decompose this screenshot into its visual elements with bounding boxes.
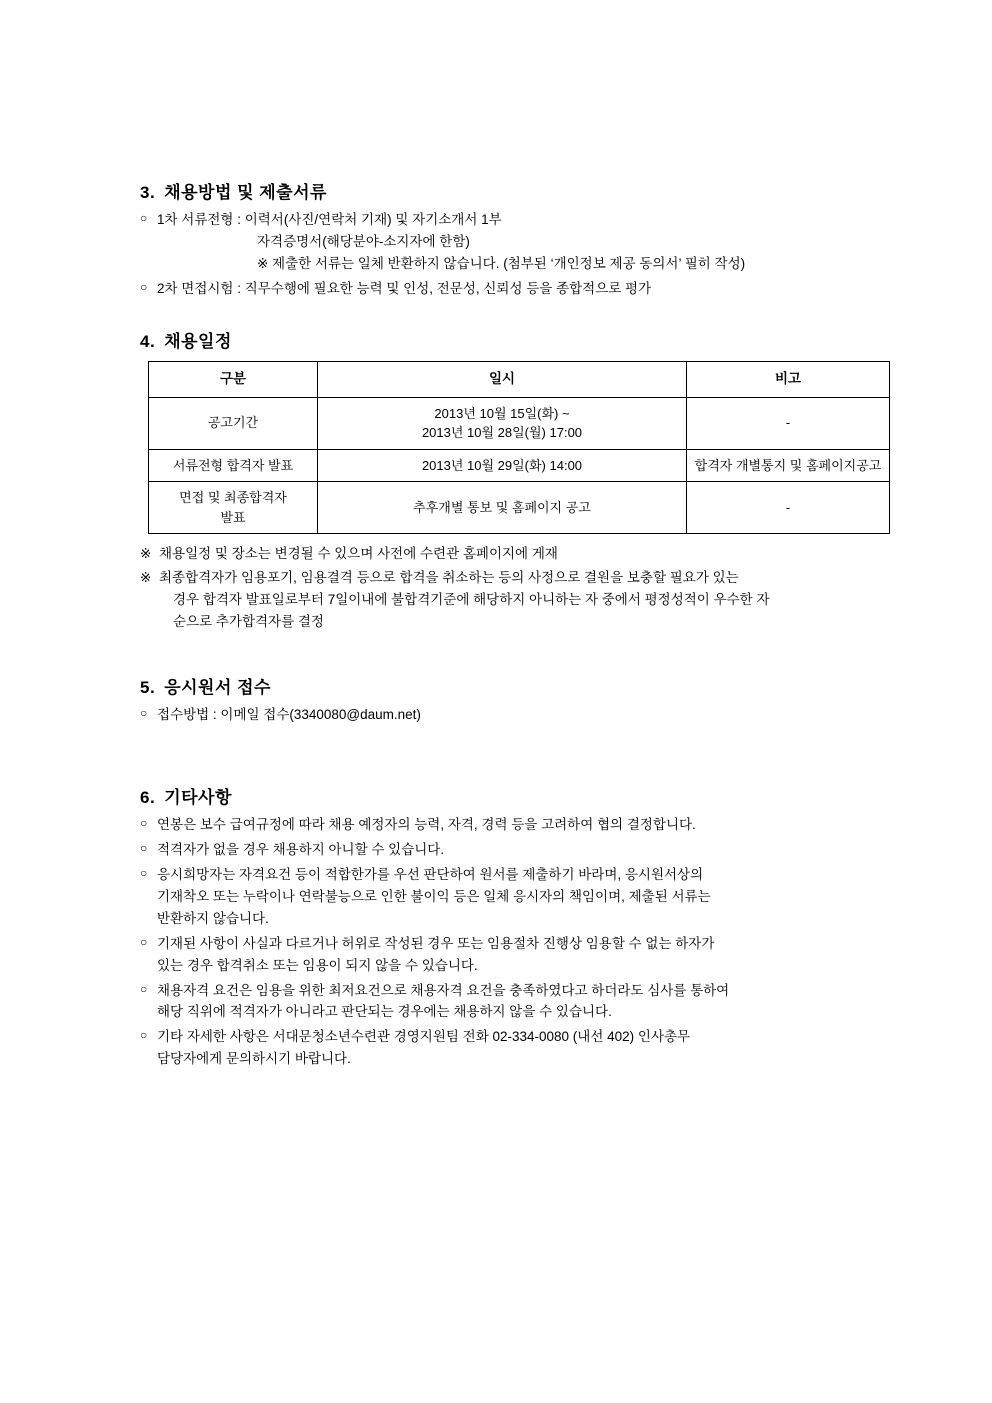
table-cell-remark: 합격자 개별통지 및 홈페이지공고 bbox=[687, 449, 890, 482]
note-body bbox=[159, 567, 870, 633]
section-application-receipt bbox=[140, 673, 870, 726]
bullet-marker: ○ bbox=[140, 1028, 148, 1043]
document-content bbox=[140, 178, 882, 1088]
text-line: 발표 bbox=[220, 509, 246, 525]
bullet-marker: ○ bbox=[140, 816, 148, 831]
bullet-marker: ○ bbox=[140, 934, 148, 949]
section-number: 4. bbox=[140, 332, 156, 352]
list-item-body bbox=[157, 704, 870, 726]
bullet-marker: ○ bbox=[140, 279, 148, 294]
table-cell-date bbox=[318, 397, 687, 449]
list-item bbox=[140, 864, 870, 930]
section-title: 채용방법 및 제출서류 bbox=[164, 183, 327, 202]
note-marker: ※ bbox=[140, 570, 152, 586]
table-cell-gubun: 서류전형 합격자 발표 bbox=[149, 449, 318, 482]
section-title: 기타사항 bbox=[164, 788, 232, 808]
section-number: 6. bbox=[140, 788, 156, 808]
list-item bbox=[140, 839, 870, 861]
list-item-body bbox=[157, 278, 870, 300]
text-line: 채용일정 및 장소는 변경될 수 있으며 사전에 수련관 홈페이지에 게재 bbox=[159, 546, 558, 562]
text-line: 채용자격 요건은 임용을 위한 최저요건으로 채용자격 요건을 충족하였다고 하더라도 심사를 통하여 bbox=[157, 982, 730, 998]
text-line: 기재된 사항이 사실과 다르거나 허위로 작성된 경우 또는 임용절차 진행상 임용할 수 없는 하자가 bbox=[157, 935, 715, 951]
table-header-row bbox=[149, 362, 890, 397]
list-item bbox=[140, 814, 870, 836]
list-item bbox=[140, 980, 870, 1024]
section-heading bbox=[140, 673, 870, 698]
note-body bbox=[159, 543, 870, 565]
text-line: 2차 면접시험 : 직무수행에 필요한 능력 및 인성, 전문성, 신뢰성 등을 종합적으로 평가 bbox=[157, 280, 652, 296]
note-marker: ※ bbox=[140, 546, 152, 562]
list-item-body bbox=[157, 1026, 870, 1070]
list-item-body bbox=[157, 864, 870, 930]
section-recruit-method bbox=[140, 178, 870, 299]
table-row bbox=[149, 397, 890, 449]
table-cell-remark: - bbox=[687, 397, 890, 449]
section-number: 5. bbox=[140, 677, 156, 697]
table-row bbox=[149, 482, 890, 534]
table-header-cell: 구분 bbox=[149, 362, 318, 397]
bullet-marker: ○ bbox=[140, 841, 148, 856]
text-line: 기재착오 또는 누락이나 연락불능으로 인한 불이익 등은 일체 응시자의 책임이며, 제출된 서류는 bbox=[157, 889, 711, 905]
table-header-cell: 일시 bbox=[318, 362, 687, 397]
list-item bbox=[140, 278, 870, 300]
text-line: 2013년 10월 15일(화) ~ bbox=[434, 405, 570, 421]
text-line: 적격자가 없을 경우 채용하지 아니할 수 있습니다. bbox=[157, 842, 445, 858]
table-header-cell: 비고 bbox=[687, 362, 890, 397]
text-line: ※ 제출한 서류는 일체 반환하지 않습니다. (첨부된 ‘개인정보 제공 동의서’ 필히 작성) bbox=[257, 255, 746, 271]
text-line: 순으로 추가합격자를 결정 bbox=[173, 613, 324, 629]
table-cell-date: 추후개별 통보 및 홈페이지 공고 bbox=[318, 482, 687, 534]
list-item-body bbox=[157, 209, 870, 275]
text-line: 접수방법 : 이메일 접수(3340080@daum.net) bbox=[157, 706, 421, 722]
text-line: 담당자에게 문의하시기 바랍니다. bbox=[157, 1051, 351, 1067]
bullet-marker: ○ bbox=[140, 866, 148, 881]
list-item-body bbox=[157, 933, 870, 977]
list-item-body bbox=[157, 980, 870, 1024]
section-title: 응시원서 접수 bbox=[164, 677, 271, 697]
list-item bbox=[140, 704, 870, 726]
bullet-marker: ○ bbox=[140, 211, 148, 225]
section-heading bbox=[140, 178, 870, 203]
table-row bbox=[149, 449, 890, 482]
table-cell-date: 2013년 10월 29일(화) 14:00 bbox=[318, 449, 687, 482]
table-cell-remark: - bbox=[687, 482, 890, 534]
text-line: 있는 경우 합격취소 또는 임용이 되지 않을 수 있습니다. bbox=[157, 957, 478, 973]
section-number: 3. bbox=[140, 183, 156, 202]
text-line: 1차 서류전형 : 이력서(사진/연락처 기재) 및 자기소개서 1부 bbox=[157, 212, 502, 227]
note-item bbox=[140, 567, 870, 633]
text-line: 연봉은 보수 급여규정에 따라 채용 예정자의 능력, 자격, 경력 등을 고려하여 협의 결정합니다. bbox=[157, 817, 696, 833]
list-item-body bbox=[157, 839, 870, 861]
text-line: 해당 직위에 적격자가 아니라고 판단되는 경우에는 채용하지 않을 수 있습니다. bbox=[157, 1004, 612, 1020]
section-other-matters bbox=[140, 783, 870, 1069]
text-line: 2013년 10월 28일(월) 17:00 bbox=[421, 425, 583, 441]
table-cell-gubun bbox=[149, 482, 318, 534]
list-item bbox=[140, 1026, 870, 1070]
bullet-marker: ○ bbox=[140, 981, 148, 996]
section-recruit-schedule bbox=[140, 327, 882, 632]
section-title: 채용일정 bbox=[164, 332, 232, 352]
text-line: 면접 및 최종합격자 bbox=[179, 490, 287, 506]
section-heading bbox=[140, 327, 870, 352]
text-line: 응시희망자는 자격요건 등이 적합한가를 우선 판단하여 원서를 제출하기 바라며, 응시원서상의 bbox=[157, 867, 704, 883]
text-line: 최종합격자가 임용포기, 임용결격 등으로 합격을 취소하는 등의 사정으로 결원을 보충할 필요가 있는 bbox=[159, 570, 739, 586]
list-item bbox=[140, 209, 870, 275]
list-item bbox=[140, 933, 870, 977]
section-heading bbox=[140, 783, 870, 808]
list-item-body bbox=[157, 814, 870, 836]
text-line: 경우 합격자 발표일로부터 7일이내에 불합격기준에 해당하지 아니하는 자 중에서 평정성적이 우수한 자 bbox=[173, 591, 770, 607]
note-item bbox=[140, 543, 870, 565]
schedule-table bbox=[148, 361, 890, 534]
text-line: 반환하지 않습니다. bbox=[157, 910, 269, 926]
bullet-marker: ○ bbox=[140, 705, 148, 720]
table-cell-gubun: 공고기간 bbox=[149, 397, 318, 449]
text-line: 기타 자세한 사항은 서대문청소년수련관 경영지원팀 전화 02-334-0080 (내선 402) 인사총무 bbox=[157, 1029, 691, 1045]
text-line: 자격증명서(해당분야-소지자에 한함) bbox=[257, 233, 470, 249]
